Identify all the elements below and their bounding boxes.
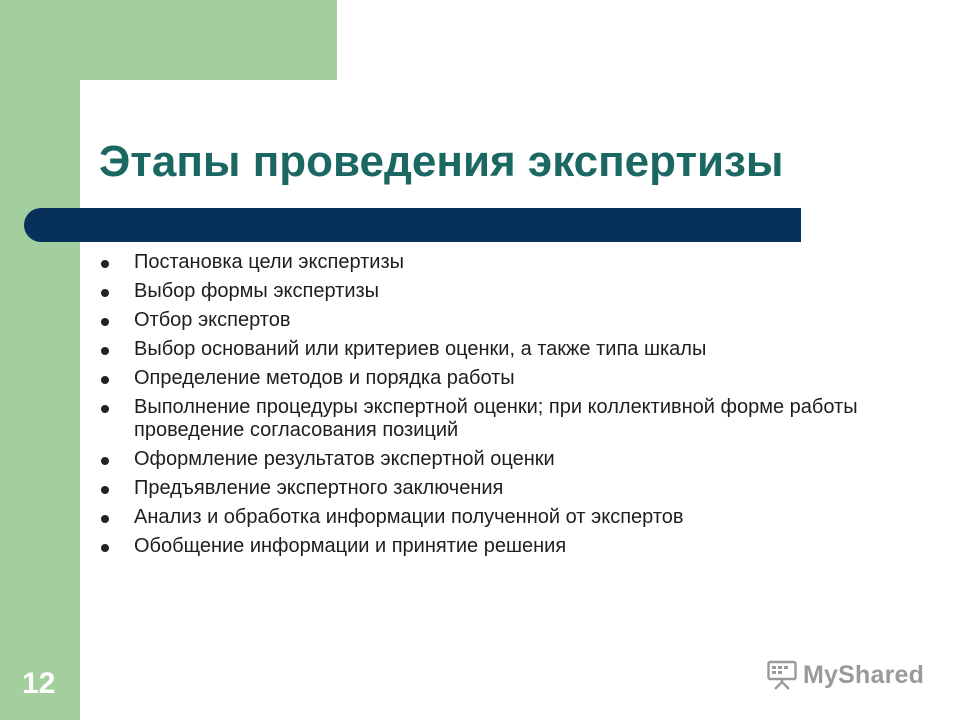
bullet-dot-icon [101,347,109,355]
bullet-dot-icon [101,376,109,384]
list-item-text: Постановка цели экспертизы [134,251,404,273]
list-item [99,338,859,361]
presentation-board-icon [767,660,797,690]
list-item-text: Обобщение информации и принятие решения [134,535,567,557]
bullet-dot-icon [101,544,109,552]
list-item-text: Определение методов и порядка работы [134,367,515,389]
list-item [99,448,859,471]
list-item [99,506,859,529]
list-item-text: Предъявление экспертного заключения [134,477,504,499]
list-item-text: Выбор формы экспертизы [134,280,380,302]
watermark-text: MyShared [803,660,925,689]
bullet-dot-icon [101,486,109,494]
list-item [99,535,859,558]
green-top-band [0,0,337,80]
bullet-dot-icon [101,289,109,297]
list-item-text: Анализ и обработка информации полученной от экспертов [134,506,684,528]
list-item-text: Выполнение процедуры экспертной оценки; при коллективной форме работы проведение согласования позиций [134,396,858,441]
list-item [99,367,859,390]
bullet-list [99,251,859,564]
list-item [99,251,859,274]
bullet-dot-icon [101,260,109,268]
list-item [99,477,859,500]
green-sidebar [0,0,80,720]
list-item-text: Оформление результатов экспертной оценки [134,448,555,470]
list-item-text: Отбор экспертов [134,309,291,331]
slide-title: Этапы проведения экспертизы [99,137,784,186]
list-item [99,396,859,442]
bullet-dot-icon [101,515,109,523]
myshared-watermark-link[interactable] [767,656,924,694]
list-item [99,280,859,303]
bullet-dot-icon [101,318,109,326]
list-item-text: Выбор оснований или критериев оценки, а также типа шкалы [134,338,707,360]
title-underline-bar [24,208,801,242]
bullet-dot-icon [101,457,109,465]
bullet-dot-icon [101,405,109,413]
page-number: 12 [22,667,56,700]
list-item [99,309,859,332]
